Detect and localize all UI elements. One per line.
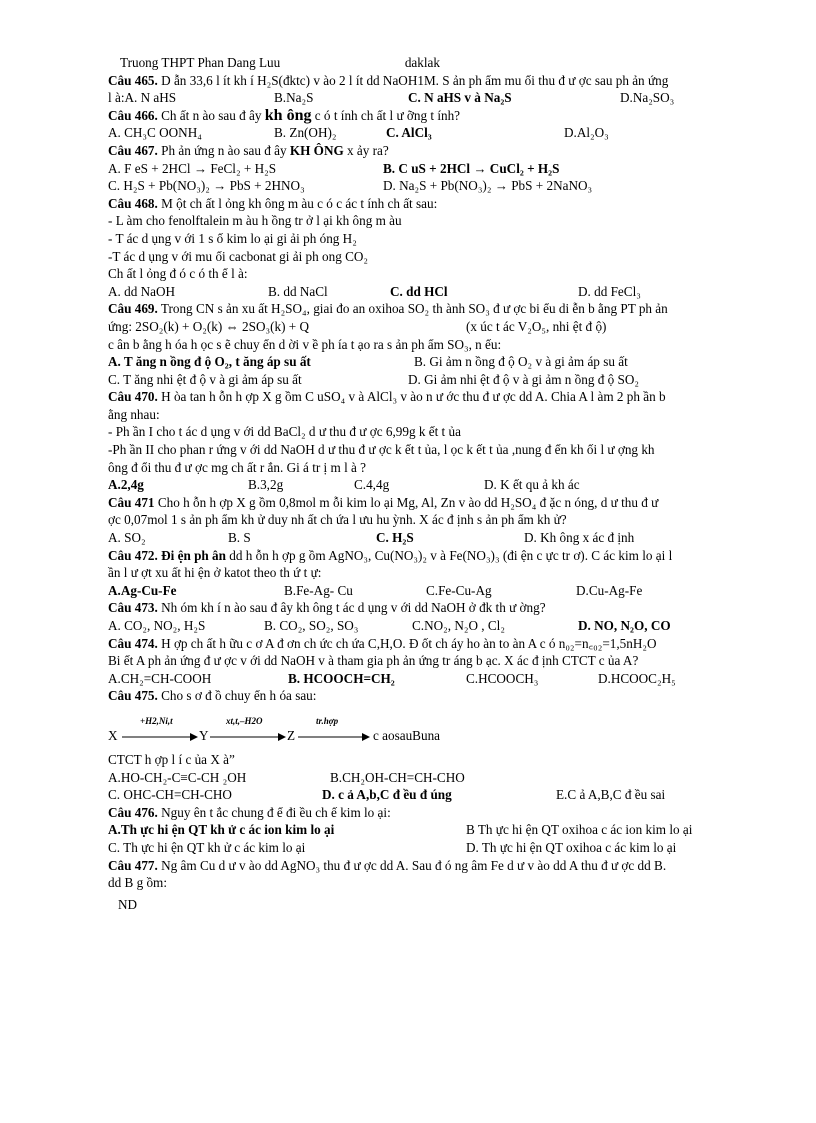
page-header [108,54,792,72]
answers-476-cd: C. Th ực hi ện QT kh ử c ác kim lo ại D. Th ực hi ện QT oxihoa c ác kim lo ại [108,839,677,855]
question-473: Câu 473. Nh óm kh í n ào sau đ ây kh ông t ác d ụng v ới dd NaOH ở đk th ư ờng? [108,600,546,616]
school-place: daklak [404,55,440,70]
answers-465: l à:A. N aHS B.Na₂S C. N aHS v à Na₂S D.Na₂SO₃ [108,90,675,106]
question-471: Câu 471 Cho h ỗn h ợp X g ồm 0,8mol m ỗi kim lo ại Mg, Al, Zn v ào dd H₂SO₄ đ ặc n óng, d ư thu đ ư [108,494,659,510]
q474-line-2: Bi ết A ph ản ứng đ ư ợc v ới dd NaOH v à tham gia ph ản ứng tr áng b ạc. X ác đ ịnh CTCT c ủa A? [108,653,639,669]
document-content [108,54,792,913]
q470-line-2: ằng nhau: [108,406,160,422]
question-472: Câu 472. Đi ện ph ân dd h ỗn h ợp g ồm AgNO₃, Cu(NO₃)₂ v à Fe(NO₃)₃ (đi ện c ực tr ơ). C ác kim lo ại l [108,547,673,563]
conversion-scheme [108,711,792,751]
q471-line-2: ợc 0,07mol 1 s ản ph ẩm kh ử duy nh ất ch ứa l ưu hu ỳnh. X ác đ ịnh s ản ph ẩm kh ử? [108,512,567,528]
question-477: Câu 477. Ng âm Cu d ư v ào dd AgNO₃ thu đ ư ợc dd A. Sau đ ó ng âm Fe d ư v ào dd A thu đ ư ợc dd B. [108,857,667,873]
q469-prompt: c ân b ằng h óa h ọc s ẽ chuy ển d ời v ề ph ía t ạo ra s ản ph ẩm SO₃, n ếu: [108,336,502,352]
scheme-label-3: tr.hợp [316,715,339,726]
answers-472: A.Ag-Cu-Fe B.Fe-Ag- Cu C.Fe-Cu-Ag D.Cu-Ag-Fe [108,582,643,598]
q468-property-3: -T ác d ụng v ới mu ối cacbonat gi ải ph ong CO₂ [108,248,369,264]
answers-468: A. dd NaOH B. dd NaCl C. dd HCl D. dd FeCl₃ [108,283,641,299]
question-474: Câu 474. H ợp ch ất h ữu c ơ A đ ơn ch ức ch ứa C,H,O. Đ ốt ch áy ho àn to àn A c ó n₀₂=n꜀₀₂=1,5nH₂O [108,635,657,651]
answers-467-cd: C. H₂S + Pb(NO₃)₂ → PbS + 2HNO₃ D. Na₂S + Pb(NO₃)₂ → PbS + 2NaNO₃ [108,178,593,194]
q468-property-1: - L àm cho fenolftalein m àu h ồng tr ở l ại kh ông m àu [108,213,402,229]
answers-467-ab: A. F eS + 2HCl → FeCl₂ + H₂S B. C uS + 2HCl → CuCl₂ + H₂S [108,160,560,176]
question-466: Câu 466. Ch ất n ào sau đ ây kh ông c ó t ính ch ất l ư ỡng t ính? [108,106,461,124]
q470-line-4: -Ph ần II cho phan r ứng v ới dd NaOH d ư thu đ ư ợc k ết t ủa, l ọc k ết t ủa ,nung đ ến kh ối l ư ợng kh [108,442,655,458]
scheme-product: c aosauBuna [373,727,441,743]
scheme-y: Y [199,727,209,743]
q470-line-5: ông đ ổi thu đ ư ợc mg ch ất r ắn. Gi á tr ị m l à ? [108,459,367,475]
question-469: Câu 469. Trong CN s ản xu ất H₂SO₄, giai đo an oxihoa SO₂ th ành SO₃ đ ư ợc bi ểu di ễn b ằng PT ph ản [108,301,668,317]
scheme-x: X [108,727,118,743]
answers-474: A.CH₂=CH-COOH B. HCOOCH=CH₂ C.HCOOCH₃ D.HCOOC₂H₅ [108,670,676,686]
footer-initials: ND [118,896,138,912]
answers-471: A. SO₂ B. S C. H₂S D. Kh ông x ác đ ịnh [108,530,635,546]
scheme-label-2: xt,t,–H2O [226,715,263,726]
scheme-z: Z [287,727,296,743]
q470-line-3: - Ph ần I cho t ác d ụng v ới dd BaCl₂ d ư thu đ ư ợc 6,99g k ết t ủa [108,424,461,440]
answers-475-ab: A.HO-CH₂-C≡C-CH ₂OH B.CH₂OH-CH=CH-CHO [108,769,465,785]
answers-476-ab: A.Th ực hi ện QT kh ử c ác ion kim lo ại B Th ực hi ện QT oxihoa c ác ion kim lo ại [108,822,693,838]
answers-475-cde: C. OHC-CH=CH-CHO D. c ả A,b,C đ ều đ úng E.C ả A,B,C đ ều sai [108,787,666,803]
scheme-label-1: +H2,Ni,t [140,715,173,726]
school-name: Truong THPT Phan Dang Luu [120,55,281,70]
q475-prompt: CTCT h ợp l í c ủa X à” [108,751,235,767]
q472-line-2: ần l ư ợt xu ất hi ện ở katot theo th ứ t ự: [108,565,322,581]
question-467: Câu 467. Ph ản ứng n ào sau đ ây KH ÔNG x ảy ra? [108,142,389,158]
question-465: Câu 465. D ẫn 33,6 l ít kh í H₂S(đktc) v ào 2 l ít dd NaOH1M. S ản ph ẩm mu ối thu đ ư ợc sau ph ản ứng [108,72,669,88]
q468-prompt: Ch ất l ỏng đ ó c ó th ể l à: [108,266,248,282]
answers-473: A. CO₂, NO₂, H₂S B. CO₂, SO₂, SO₃ C.NO₂, N₂O , Cl₂ D. NO, N₂O, CO [108,618,671,633]
question-470: Câu 470. H òa tan h ỗn h ợp X g ồm C uSO₄ v à AlCl₃ v ào n ư ớc thu đ ư ợc dd A. Chia A l àm 2 ph ần b [108,389,666,405]
answers-469-ab: A. T ăng n ồng đ ộ O₂, t ăng áp su ất B. Gi ảm n ồng đ ộ O₂ v à gi ảm áp su ất [108,354,628,370]
question-468: Câu 468. M ột ch ất l ỏng kh ông m àu c ó c ác t ính ch ất sau: [108,195,438,211]
answers-469-cd: C. T ăng nhi ệt đ ộ v à gi ảm áp su ất D. Gi ảm nhi ệt đ ộ v à gi ảm n ồng đ ộ SO₂ [108,371,639,387]
answers-470: A.2,4g B.3,2g C.4,4g D. K ết qu ả kh ác [108,477,580,493]
q477-line-2: dd B g ồm: [108,875,167,891]
answers-466: A. CH₃C OONH₄ B. Zn(OH)₂ C. AlCl₃ D.Al₂O₃ [108,125,609,141]
question-476: Câu 476. Nguy ên t ắc chung đ ể đi ều ch ế kim lo ại: [108,804,391,820]
q469-equation: ứng: 2SO₂(k) + O₂(k) ⇔ 2SO₃(k) + Q (x úc t ác V₂O₅, nhi ệt đ ộ) [108,318,607,334]
question-475: Câu 475. Cho s ơ đ ồ chuy ển h óa sau: [108,688,317,704]
q468-property-2: - T ác d ụng v ới 1 s ố kim lo ại gi ải ph óng H₂ [108,230,357,246]
